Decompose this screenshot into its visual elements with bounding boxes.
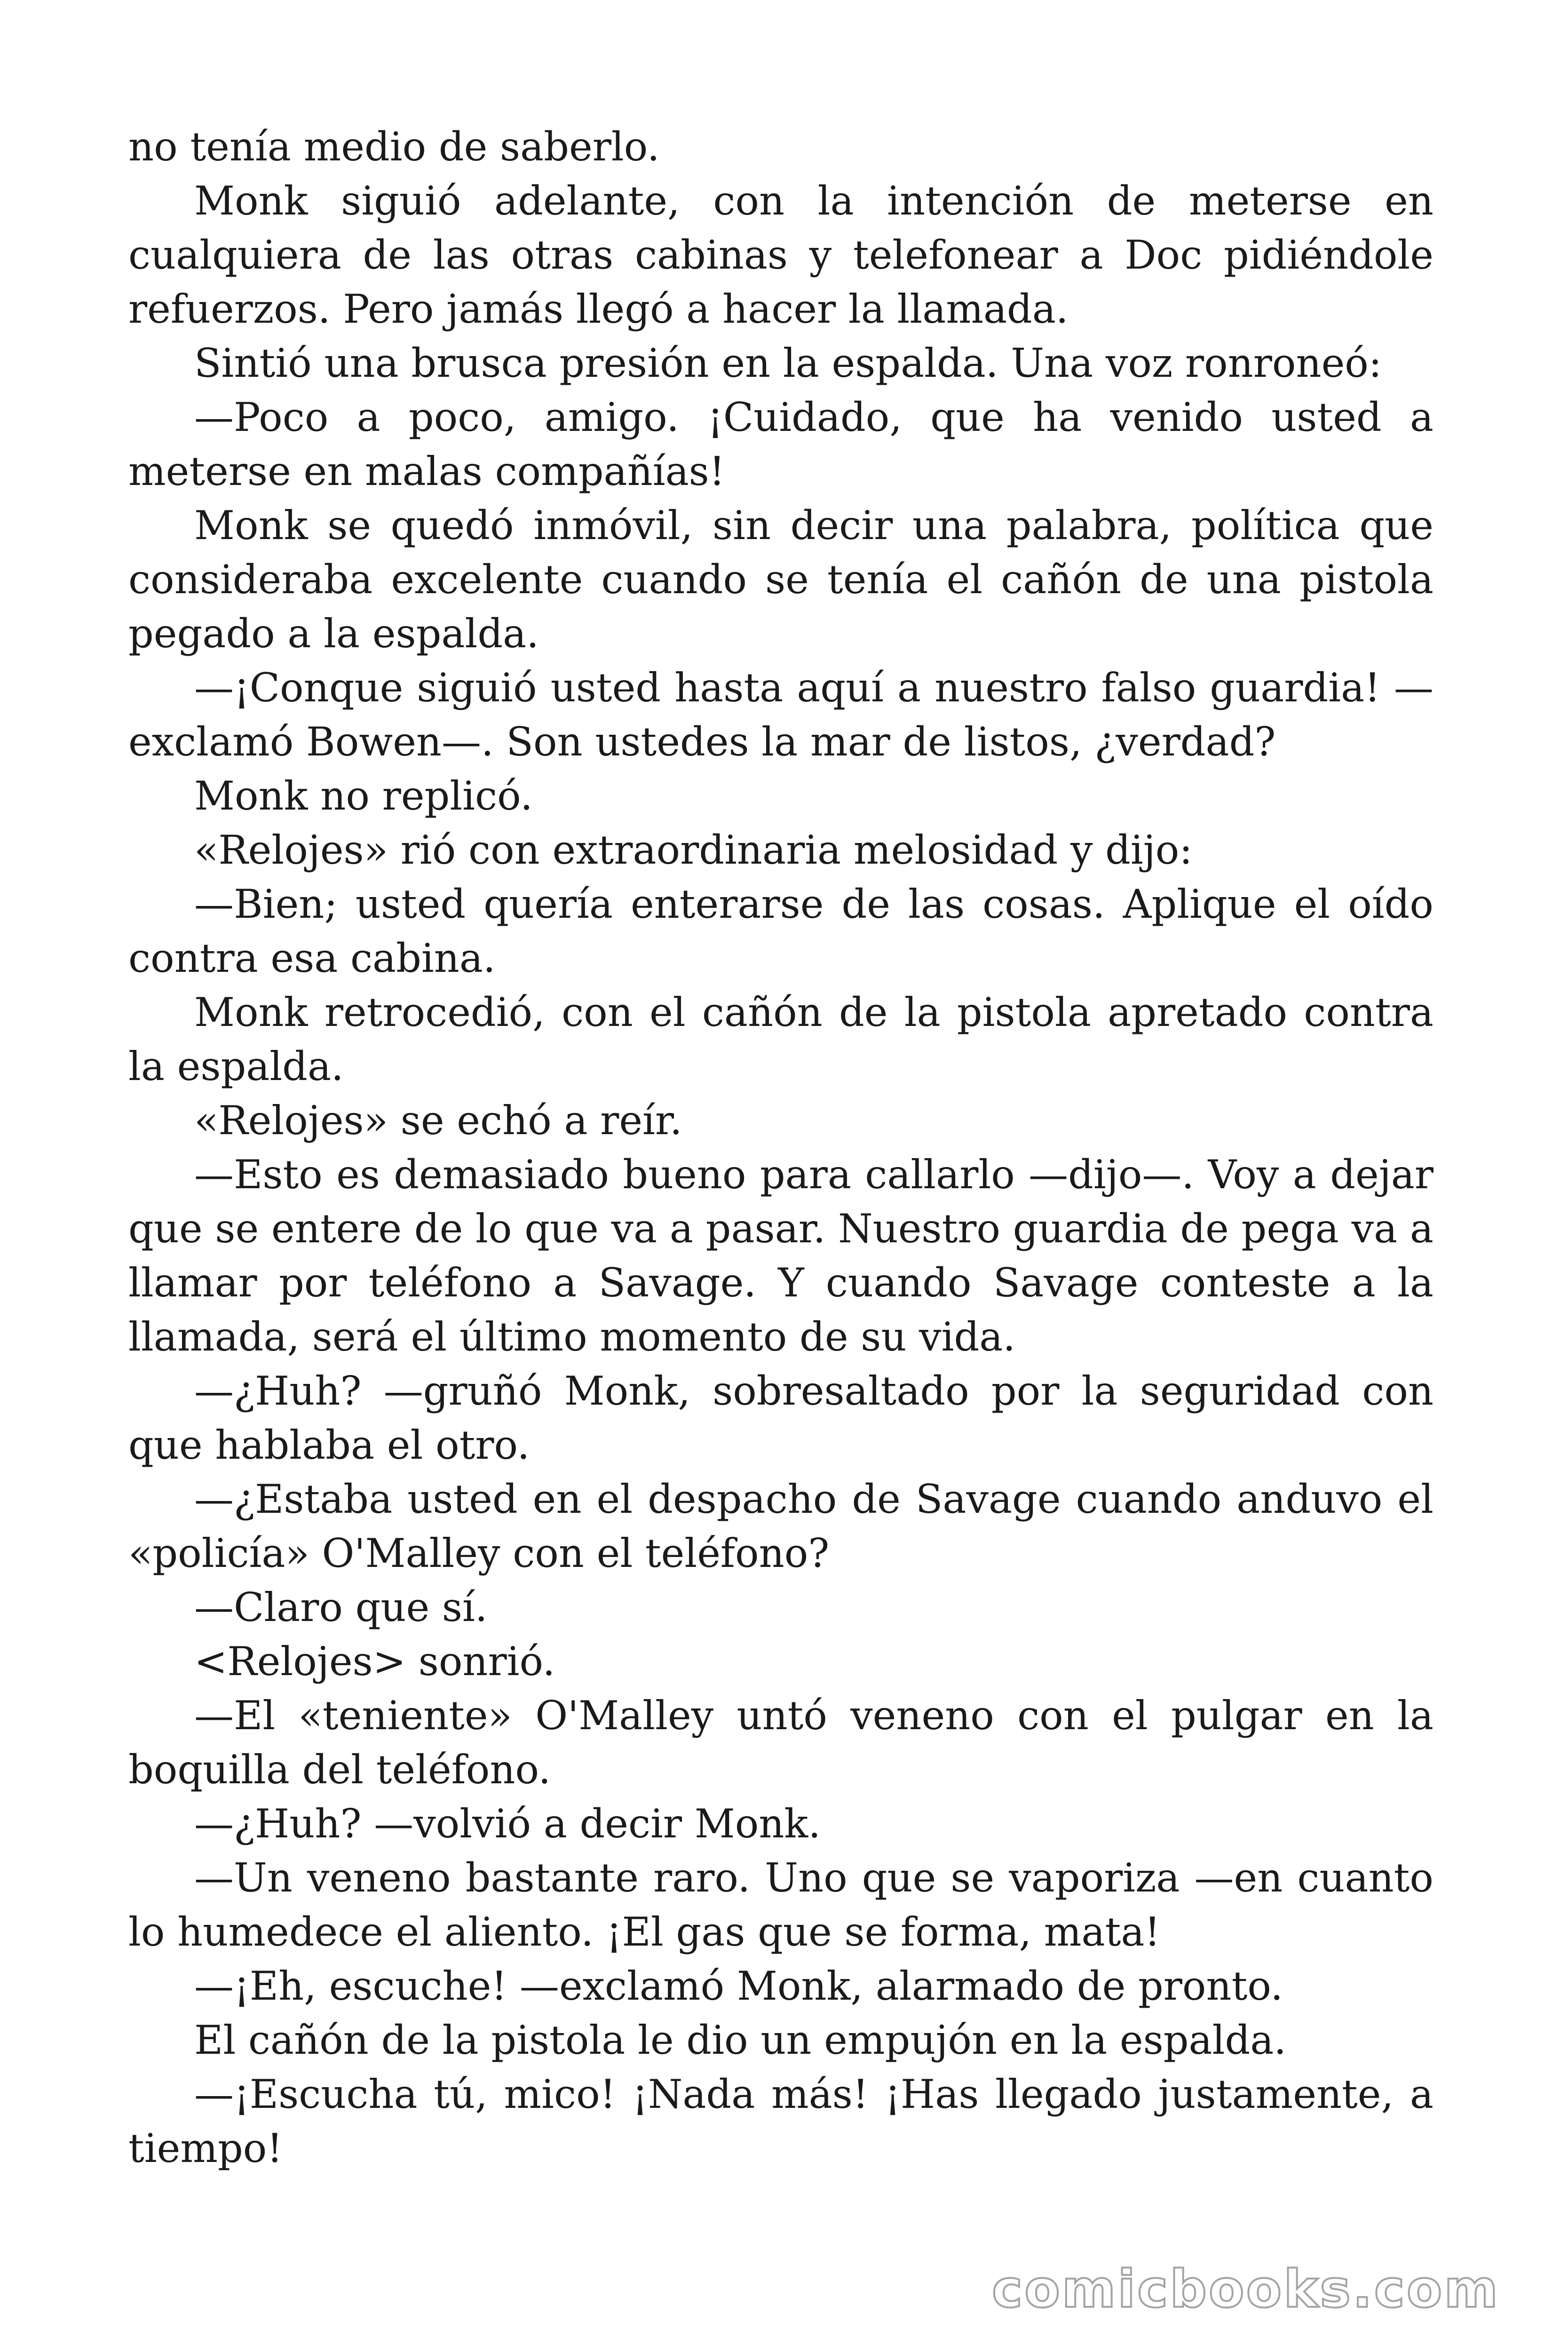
paragraph: no tenía medio de saberlo.: [128, 124, 660, 170]
paragraph: —Un veneno bastante raro. Uno que se vaporiza —en cuanto lo humedece el aliento. ¡El gas que se forma, mata!: [128, 1855, 1433, 1955]
paragraph: —¿Estaba usted en el despacho de Savage cuando anduvo el «policía» O'Malley con el teléfono?: [128, 1476, 1433, 1576]
paragraph: <Relojes> sonrió.: [194, 1638, 555, 1685]
paragraph: Monk siguió adelante, con la intención de meterse en cualquiera de las otras cabinas y telefonear a Doc pidiéndole refuerzos. Pero jamás llegó a hacer la llamada.: [128, 178, 1433, 332]
paragraph: Sintió una brusca presión en la espalda. Una voz ronroneó:: [194, 340, 1382, 386]
watermark: comicbooks.com: [992, 2259, 1500, 2319]
paragraph: —¿Huh? —volvió a decir Monk.: [194, 1801, 821, 1847]
paragraph: «Relojes» se echó a reír.: [194, 1097, 682, 1144]
paragraph: Monk retrocedió, con el cañón de la pistola apretado contra la espalda.: [128, 989, 1433, 1089]
paragraph: —Bien; usted quería enterarse de las cosas. Aplique el oído contra esa cabina.: [128, 881, 1433, 981]
paragraph: —¡Conque siguió usted hasta aquí a nuestro falso guardia! —exclamó Bowen—. Son ustedes la mar de listos, ¿verdad?: [128, 665, 1433, 765]
paragraph: —El «teniente» O'Malley untó veneno con el pulgar en la boquilla del teléfono.: [128, 1692, 1433, 1793]
paragraph: —¡Escucha tú, mico! ¡Nada más! ¡Has llegado justamente, a tiempo!: [128, 2071, 1433, 2171]
paragraph: El cañón de la pistola le dio un empujón en la espalda.: [194, 2017, 1287, 2063]
paragraph: —Poco a poco, amigo. ¡Cuidado, que ha venido usted a meterse en malas compañías!: [128, 394, 1433, 494]
book-page: [128, 120, 1433, 2213]
paragraph: —Claro que sí.: [194, 1584, 488, 1630]
paragraph: Monk no replicó.: [194, 773, 533, 819]
paragraph: «Relojes» rió con extraordinaria melosidad y dijo:: [194, 827, 1193, 873]
paragraph: Monk se quedó inmóvil, sin decir una palabra, política que consideraba excelente cuando se tenía el cañón de una pistola pegado a la espalda.: [128, 502, 1433, 657]
paragraph: —¡Eh, escuche! —exclamó Monk, alarmado de pronto.: [194, 1963, 1283, 2009]
paragraph: —Esto es demasiado bueno para callarlo —dijo—. Voy a dejar que se entere de lo que va a pasar. Nuestro guardia de pega va a llamar por teléfono a Savage. Y cuando Savage conteste a la llamada, será el último momento de su vida.: [128, 1152, 1433, 1360]
paragraph: —¿Huh? —gruñó Monk, sobresaltado por la seguridad con que hablaba el otro.: [128, 1368, 1433, 1468]
